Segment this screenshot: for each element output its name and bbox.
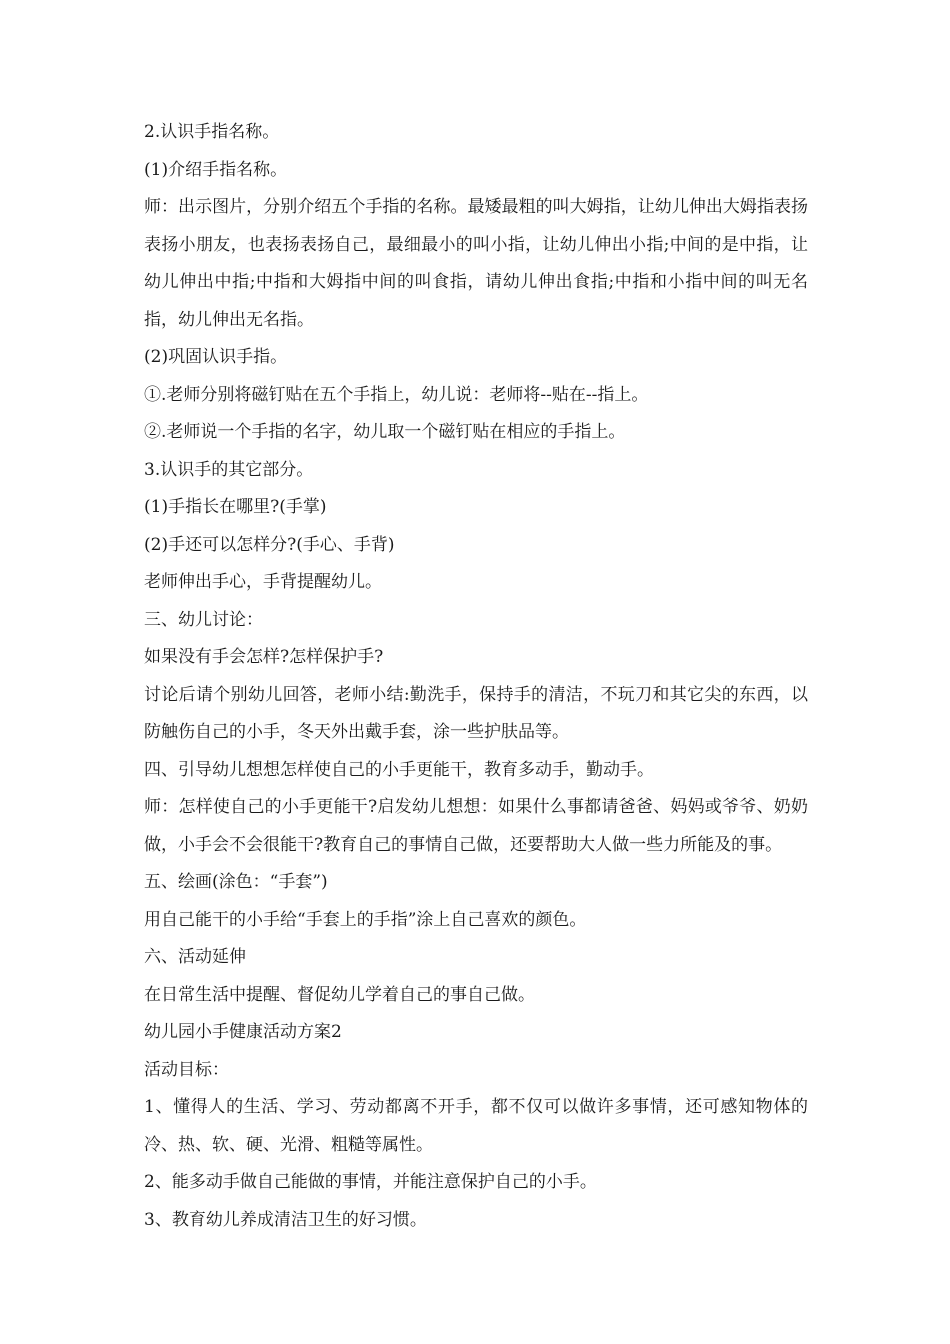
paragraph-question-1: (1)手指长在哪里?(手掌) xyxy=(144,497,327,517)
paragraph-extension-body: 在日常生活中提醒、督促幼儿学着自己的事自己做。 xyxy=(144,984,535,1005)
paragraph-question-2: (2)手还可以怎样分?(手心、手背) xyxy=(144,534,395,555)
paragraph-step-2: ②.老师说一个手指的名字，幼儿取一个磁钉贴在相应的手指上。 xyxy=(144,422,626,442)
paragraph-goal-1: 1、懂得人的生活、学习、劳动都离不开手，都不仅可以做许多事情，还可感知物体的冷、热、软、硬、光滑、粗糙等属性。 xyxy=(144,1097,808,1155)
paragraph-extension-heading: 六、活动延伸 xyxy=(144,947,246,967)
paragraph-discussion-question: 如果没有手会怎样?怎样保护手? xyxy=(144,647,384,667)
paragraph-guide-heading: 四、引导幼儿想想怎样使自己的小手更能干，教育多动手，勤动手。 xyxy=(144,759,654,780)
paragraph-drawing-heading: 五、绘画(涂色：“手套”) xyxy=(144,872,328,892)
document-body xyxy=(144,114,808,1239)
paragraph-plan-2-title: 幼儿园小手健康活动方案2 xyxy=(144,1022,342,1042)
paragraph-goal-2: 2、能多动手做自己能做的事情，并能注意保护自己的小手。 xyxy=(144,1172,597,1192)
paragraph-guide-body: 师：怎样使自己的小手更能干?启发幼儿想想：如果什么事都请爸爸、妈妈或爷爷、奶奶做，小手会不会很能干?教育自己的事情自己做，还要帮助大人做一些力所能及的事。 xyxy=(144,797,808,855)
paragraph-step-1: ①.老师分别将磁钉贴在五个手指上，幼儿说：老师将--贴在--指上。 xyxy=(144,384,649,405)
paragraph-subsection-1: (1)介绍手指名称。 xyxy=(144,159,288,180)
paragraph-drawing-body: 用自己能干的小手给“手套上的手指”涂上自己喜欢的颜色。 xyxy=(144,909,587,930)
paragraph-section-2-heading: 2.认识手指名称。 xyxy=(144,122,280,142)
paragraph-discussion-heading: 三、幼儿讨论： xyxy=(144,609,263,630)
paragraph-discussion-summary: 讨论后请个别幼儿回答，老师小结:勤洗手，保持手的清洁，不玩刀和其它尖的东西，以防触伤自己的小手，冬天外出戴手套，涂一些护肤品等。 xyxy=(144,684,808,742)
paragraph-goals-heading: 活动目标： xyxy=(144,1059,229,1080)
paragraph-teacher-hint: 老师伸出手心，手背提醒幼儿。 xyxy=(144,572,382,592)
paragraph-subsection-2: (2)巩固认识手指。 xyxy=(144,347,288,367)
paragraph-finger-names: 师：出示图片，分别介绍五个手指的名称。最矮最粗的叫大姆指，让幼儿伸出大姆指表扬表扬小朋友，也表扬表扬自己，最细最小的叫小指，让幼儿伸出小指;中间的是中指，让幼儿伸出中指;中指和大姆指中间的叫食指，请幼儿伸出食指;中指和小指中间的叫无名指，幼儿伸出无名指。 xyxy=(144,197,808,330)
paragraph-section-3-heading: 3.认识手的其它部分。 xyxy=(144,459,314,480)
paragraph-goal-3: 3、教育幼儿养成清洁卫生的好习惯。 xyxy=(144,1209,427,1230)
